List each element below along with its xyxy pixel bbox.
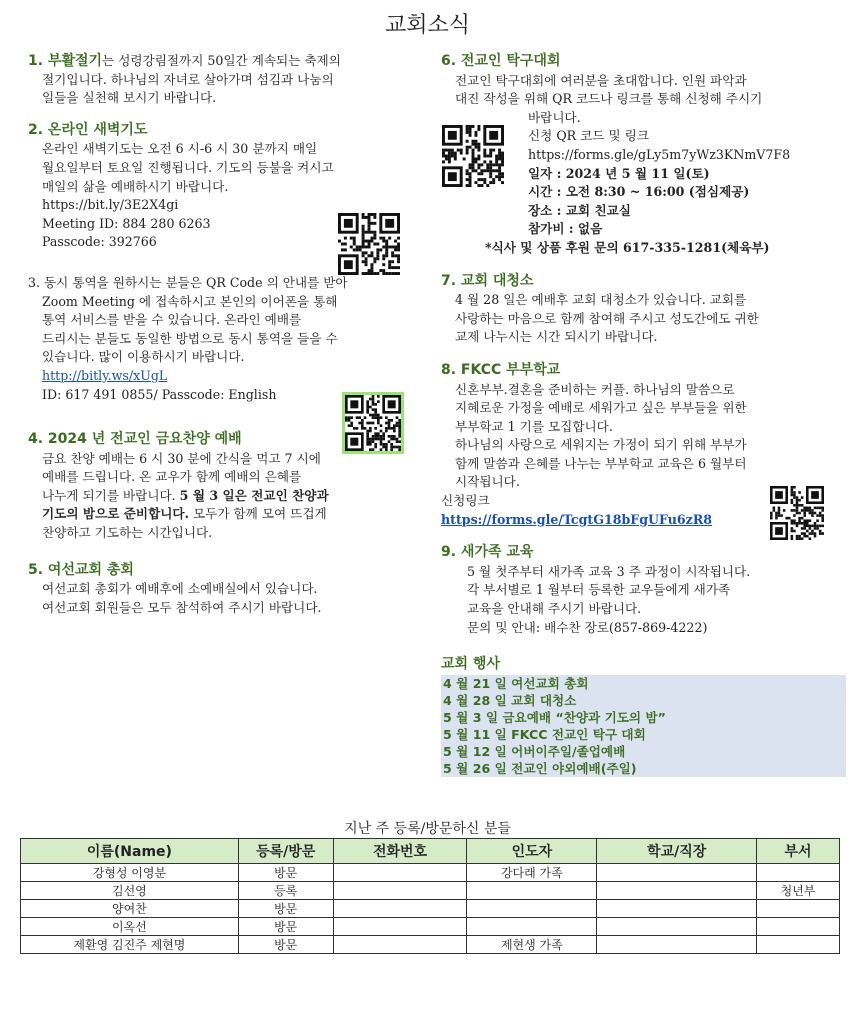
table-cell bbox=[333, 918, 467, 936]
table-cell: 제환영 김진주 제현명 bbox=[21, 936, 239, 954]
table-cell: 강형성 이영분 bbox=[21, 864, 239, 882]
qr-code-interpretation[interactable] bbox=[342, 392, 404, 454]
table-cell: 등록 bbox=[238, 882, 333, 900]
text-line: 부부학교 1 기를 모집합니다. bbox=[455, 418, 613, 434]
text-line: 매일의 삶을 예배하시기 바랍니다. bbox=[42, 178, 229, 194]
couples-link-label: 신청링크 bbox=[441, 493, 490, 509]
table-row bbox=[21, 900, 840, 918]
table-cell: 방문 bbox=[238, 936, 333, 954]
text-line: 지혜로운 가정을 예배로 세워가고 싶은 부부들을 위한 bbox=[455, 400, 747, 416]
text-line: 바랍니다. bbox=[528, 109, 581, 125]
qr-code-icon bbox=[442, 125, 504, 187]
section-easter-text: 는 성령강림절까지 50일간 계속되는 축제의 bbox=[102, 53, 341, 68]
qr-code-couples-school[interactable] bbox=[770, 486, 824, 540]
qr-code-icon bbox=[345, 395, 401, 451]
qr-code-pingpong[interactable] bbox=[442, 125, 504, 187]
table-cell: 이옥선 bbox=[21, 918, 239, 936]
text-line: 있습니다. 많이 이용하시기 바랍니다. bbox=[42, 349, 245, 365]
qr-code-icon bbox=[770, 486, 824, 540]
section-friday-worship-heading: 4. 2024 년 전교인 금요찬양 예배 bbox=[28, 431, 242, 448]
table-cell: 청년부 bbox=[757, 882, 840, 900]
left-column bbox=[28, 52, 428, 630]
church-events-heading: 교회 행사 bbox=[441, 656, 500, 673]
column-header: 전화번호 bbox=[333, 839, 467, 864]
text-line: 교제 나누시는 시간 되시기 바랍니다. bbox=[455, 329, 658, 345]
section-womens-mission bbox=[28, 561, 428, 618]
table-cell: 방문 bbox=[238, 864, 333, 882]
text-line: 하나님의 사랑으로 세워지는 가정이 되기 위해 부부가 bbox=[455, 437, 747, 453]
table-cell: 제현생 가족 bbox=[467, 936, 597, 954]
text-line: 4 월 28 일은 예배후 교회 대청소가 있습니다. 교회를 bbox=[455, 292, 747, 308]
visitors-table bbox=[20, 838, 840, 954]
table-cell bbox=[757, 936, 840, 954]
column-header: 학교/직장 bbox=[597, 839, 757, 864]
interpretation-link[interactable]: http://bitly.ws/xUgL bbox=[42, 367, 168, 383]
event-item: 5 월 3 일 금요예배 “찬양과 기도의 밤” bbox=[441, 709, 846, 726]
table-cell: 강다래 가족 bbox=[467, 864, 597, 882]
text-line: 대진 작성을 위해 QR 코드나 링크를 통해 신청해 주시기 bbox=[455, 91, 763, 107]
table-cell bbox=[597, 882, 757, 900]
text-line: 예배를 드립니다. 온 교우가 함께 예배의 은혜를 bbox=[42, 469, 302, 485]
section-womens-mission-heading: 5. 여선교회 총회 bbox=[28, 561, 134, 578]
section-couples-school-heading: 8. FKCC 부부학교 bbox=[441, 361, 561, 378]
section-pingpong-heading: 6. 전교인 탁구대회 bbox=[441, 53, 561, 69]
table-cell bbox=[757, 900, 840, 918]
text-line: 모두가 함께 모여 뜨겁게 bbox=[188, 506, 327, 522]
section-easter-heading: 1. 부활절기 bbox=[28, 53, 103, 69]
text-bold: 기도의 밤으로 준비합니다. bbox=[42, 506, 189, 522]
text-line: 찬양하고 기도하는 시간입니다. bbox=[42, 525, 213, 541]
text-line: 각 부서별로 1 월부터 등록한 교우들에게 새가족 bbox=[467, 582, 731, 598]
event-item: 5 월 11 일 FKCC 전교인 탁구 대회 bbox=[441, 726, 846, 743]
table-cell bbox=[467, 900, 597, 918]
table-cell bbox=[757, 918, 840, 936]
table-cell bbox=[597, 918, 757, 936]
table-cell bbox=[467, 882, 597, 900]
text-line: 전교인 탁구대회에 여러분을 초대합니다. 인원 파악과 bbox=[455, 72, 747, 88]
event-item: 5 월 12 일 어버이주일/졸업예배 bbox=[441, 743, 846, 760]
passcode: Passcode: 392766 bbox=[42, 234, 157, 250]
visitors-title: 지난 주 등록/방문하신 분들 bbox=[344, 821, 511, 837]
section-dawn-prayer-heading: 2. 온라인 새벽기도 bbox=[28, 121, 148, 138]
event-item: 5 월 26 일 전교인 야외예배(주일) bbox=[441, 760, 846, 777]
table-cell bbox=[333, 936, 467, 954]
dawn-prayer-url[interactable]: https://bit.ly/3E2X4gi bbox=[42, 197, 179, 213]
pingpong-fee: 참가비 : 없음 bbox=[528, 221, 603, 237]
table-cell bbox=[333, 900, 467, 918]
pingpong-time: 시간 : 오전 8:30 ~ 16:00 (점심제공) bbox=[528, 184, 750, 200]
section-cleaning-heading: 7. 교회 대청소 bbox=[441, 272, 534, 289]
text-line: 5 월 첫주부터 새가족 교육 3 주 과정이 시작됩니다. bbox=[467, 563, 751, 579]
table-cell: 양여찬 bbox=[21, 900, 239, 918]
meeting-id: Meeting ID: 884 280 6263 bbox=[42, 215, 211, 231]
pingpong-date: 일자 : 2024 년 5 월 11 일(토) bbox=[528, 165, 710, 181]
event-item: 4 월 21 일 여선교회 총회 bbox=[441, 675, 846, 692]
table-cell bbox=[597, 936, 757, 954]
church-events bbox=[441, 655, 846, 777]
text-line: Zoom Meeting 에 접속하시고 본인의 이어폰을 통해 bbox=[42, 293, 338, 309]
text-line: 나누게 되기를 바랍니다. bbox=[42, 487, 180, 503]
text-bold: 5 월 3 일은 전교인 찬양과 bbox=[179, 487, 329, 503]
table-cell: 김선영 bbox=[21, 882, 239, 900]
zoom-id: ID: 617 491 0855/ Passcode: English bbox=[42, 386, 277, 402]
table-cell bbox=[333, 864, 467, 882]
table-cell bbox=[333, 882, 467, 900]
text-line: 교육을 안내해 주시기 바랍니다. bbox=[467, 601, 642, 617]
text-line: 드리시는 분들도 동일한 방법으로 동시 통역을 들을 수 bbox=[42, 330, 338, 346]
text-line: 3. 동시 통역을 원하시는 분들은 QR Code 의 안내를 받아 bbox=[28, 274, 348, 290]
text-line: 여선교회 회원들은 모두 참석하여 주시기 바랍니다. bbox=[42, 599, 322, 615]
table-row bbox=[21, 864, 840, 882]
column-header: 등록/방문 bbox=[238, 839, 333, 864]
text-line: 신혼부부.결혼을 준비하는 커플. 하나님의 말씀으로 bbox=[455, 381, 735, 397]
section-interpretation bbox=[28, 274, 428, 404]
table-row bbox=[21, 936, 840, 954]
table-cell bbox=[597, 900, 757, 918]
section-new-family bbox=[441, 543, 846, 637]
column-header: 인도자 bbox=[467, 839, 597, 864]
section-easter-line: 절기입니다. 하나님의 자녀로 살아가며 섬김과 나눔의 bbox=[42, 71, 334, 87]
column-header: 이름(Name) bbox=[21, 839, 239, 864]
section-cleaning bbox=[441, 272, 846, 347]
pingpong-place: 장소 : 교회 친교실 bbox=[528, 202, 631, 218]
text-line: 신청 QR 코드 및 링크 bbox=[528, 128, 649, 144]
section-new-family-heading: 9. 새가족 교육 bbox=[441, 544, 534, 561]
table-cell: 방문 bbox=[238, 918, 333, 936]
table-cell bbox=[467, 918, 597, 936]
text-line: 여선교회 총회가 예배후에 소예배실에서 있습니다. bbox=[42, 581, 318, 597]
table-row bbox=[21, 918, 840, 936]
pingpong-url[interactable]: https://forms.gle/gLy5m7yWz3KNmV7F8 bbox=[528, 146, 791, 162]
text-line: 함께 말씀과 은혜를 나누는 부부학교 교육은 6 월부터 bbox=[455, 455, 747, 471]
table-header-row bbox=[21, 839, 840, 864]
section-easter bbox=[28, 52, 428, 108]
text-line: 온라인 새벽기도는 오전 6 시-6 시 30 분까지 매일 bbox=[42, 141, 318, 157]
text-line: 시작됩니다. bbox=[455, 474, 520, 490]
page-title: 교회소식 bbox=[384, 13, 470, 38]
qr-code-dawn-prayer[interactable] bbox=[338, 213, 400, 275]
pingpong-note: *식사 및 상품 후원 문의 617-335-1281(체육부) bbox=[485, 239, 770, 255]
text-line: 금요 찬양 예배는 6 시 30 분에 간식을 먹고 7 시에 bbox=[42, 450, 321, 466]
event-item: 4 월 28 일 교회 대청소 bbox=[441, 692, 846, 709]
table-cell bbox=[757, 864, 840, 882]
text-line: 문의 및 안내: 배수찬 장로(857-869-4222) bbox=[467, 619, 708, 635]
couples-school-link[interactable]: https://forms.gle/TcgtG18bFgUFu6zR8 bbox=[441, 511, 713, 527]
table-row bbox=[21, 882, 840, 900]
text-line: 사랑하는 마음으로 함께 참여해 주시고 성도간에도 귀한 bbox=[455, 310, 759, 326]
text-line: 월요일부터 토요일 진행됩니다. 기도의 등불을 켜시고 bbox=[42, 159, 334, 175]
table-cell bbox=[597, 864, 757, 882]
section-easter-line: 일들을 실천해 보시기 바랍니다. bbox=[42, 90, 217, 106]
column-header: 부서 bbox=[757, 839, 840, 864]
qr-code-icon bbox=[338, 213, 400, 275]
table-cell: 방문 bbox=[238, 900, 333, 918]
text-line: 통역 서비스를 받을 수 있습니다. 온라인 예배를 bbox=[42, 312, 302, 328]
